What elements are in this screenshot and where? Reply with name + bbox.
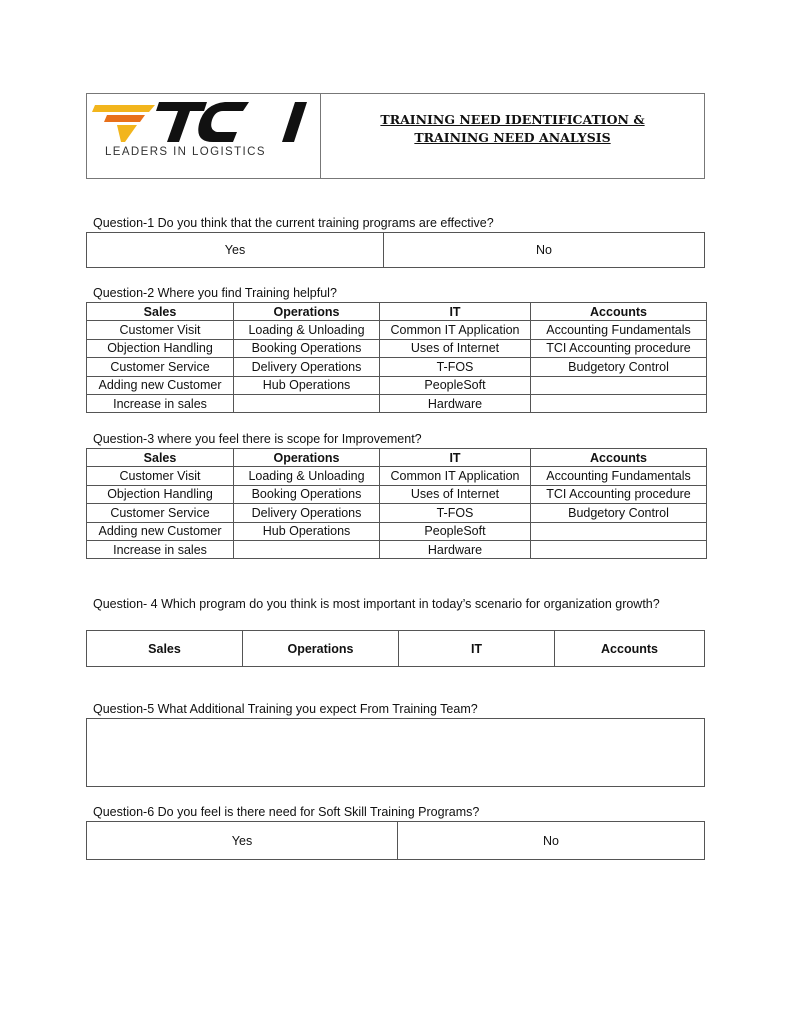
table-row xyxy=(87,376,707,394)
question-5-text: Question-5 What Additional Training you expect From Training Team? xyxy=(93,702,478,716)
table-cell[interactable]: Delivery Operations xyxy=(234,504,380,522)
form-title-line2: TRAINING NEED ANALYSIS xyxy=(414,130,611,145)
q2-header-operations: Operations xyxy=(234,303,380,321)
table-cell[interactable]: PeopleSoft xyxy=(380,522,531,540)
q6-option-yes[interactable]: Yes xyxy=(231,833,253,848)
table-cell[interactable]: Objection Handling xyxy=(87,485,234,503)
question-3-table xyxy=(86,448,707,559)
table-cell[interactable]: T-FOS xyxy=(380,504,531,522)
table-row xyxy=(87,321,707,339)
table-cell[interactable]: TCI Accounting procedure xyxy=(531,485,707,503)
table-cell[interactable]: Uses of Internet xyxy=(380,339,531,357)
table-cell[interactable]: Hub Operations xyxy=(234,522,380,540)
q2-header-it: IT xyxy=(380,303,531,321)
table-cell[interactable]: Adding new Customer xyxy=(87,522,234,540)
q4-option-operations[interactable]: Operations xyxy=(242,631,398,666)
table-row xyxy=(87,394,707,412)
question-6-options xyxy=(86,821,705,860)
table-row xyxy=(87,467,707,485)
q4-option-it[interactable]: IT xyxy=(398,631,554,666)
question-4-text: Question- 4 Which program do you think is most important in today’s scenario for organization growth? xyxy=(93,597,660,611)
form-title-line1: TRAINING NEED IDENTIFICATION & xyxy=(380,112,645,127)
question-4-options xyxy=(86,630,705,667)
q2-header-sales: Sales xyxy=(87,303,234,321)
table-row xyxy=(87,540,707,558)
q3-header-accounts: Accounts xyxy=(531,449,707,467)
q4-option-accounts[interactable]: Accounts xyxy=(554,631,704,666)
table-row xyxy=(87,358,707,376)
table-cell[interactable] xyxy=(234,540,380,558)
table-cell[interactable] xyxy=(531,376,707,394)
table-cell[interactable]: Loading & Unloading xyxy=(234,467,380,485)
table-cell[interactable]: Customer Service xyxy=(87,358,234,376)
table-cell[interactable]: Uses of Internet xyxy=(380,485,531,503)
table-cell[interactable]: Booking Operations xyxy=(234,485,380,503)
logo-cell xyxy=(87,94,321,178)
table-cell[interactable]: Customer Visit xyxy=(87,467,234,485)
table-cell[interactable]: Accounting Fundamentals xyxy=(531,321,707,339)
question-3-text: Question-3 where you feel there is scope for Improvement? xyxy=(93,432,422,446)
logo-tagline: LEADERS IN LOGISTICS xyxy=(105,146,266,158)
q3-header-operations: Operations xyxy=(234,449,380,467)
table-cell[interactable]: T-FOS xyxy=(380,358,531,376)
table-cell[interactable] xyxy=(531,540,707,558)
q5-answer[interactable] xyxy=(87,719,704,786)
table-row xyxy=(87,485,707,503)
table-cell[interactable]: Budgetory Control xyxy=(531,358,707,376)
table-cell[interactable]: Hardware xyxy=(380,394,531,412)
table-cell[interactable]: Customer Visit xyxy=(87,321,234,339)
table-cell[interactable]: TCI Accounting procedure xyxy=(531,339,707,357)
q3-header-sales: Sales xyxy=(87,449,234,467)
tci-logo xyxy=(87,98,320,148)
table-cell[interactable] xyxy=(234,394,380,412)
table-cell[interactable]: Increase in sales xyxy=(87,540,234,558)
q1-option-no[interactable]: No xyxy=(383,233,704,267)
table-cell[interactable]: Hardware xyxy=(380,540,531,558)
table-cell[interactable]: Booking Operations xyxy=(234,339,380,357)
table-cell[interactable]: Delivery Operations xyxy=(234,358,380,376)
table-cell[interactable]: Common IT Application xyxy=(380,321,531,339)
table-cell[interactable] xyxy=(531,394,707,412)
q1-option-yes[interactable]: Yes xyxy=(224,243,246,257)
title-cell xyxy=(321,94,704,178)
table-cell[interactable]: Hub Operations xyxy=(234,376,380,394)
table-row xyxy=(87,339,707,357)
table-cell[interactable]: Increase in sales xyxy=(87,394,234,412)
table-cell[interactable]: Loading & Unloading xyxy=(234,321,380,339)
question-5-answer-box[interactable] xyxy=(86,718,705,787)
table-row xyxy=(87,504,707,522)
q4-option-sales[interactable]: Sales xyxy=(148,641,181,656)
question-2-table xyxy=(86,302,707,413)
form-header xyxy=(86,93,705,179)
q2-header-accounts: Accounts xyxy=(531,303,707,321)
table-cell[interactable]: Customer Service xyxy=(87,504,234,522)
q3-header-it: IT xyxy=(380,449,531,467)
table-row xyxy=(87,522,707,540)
table-cell[interactable]: Common IT Application xyxy=(380,467,531,485)
question-6-text: Question-6 Do you feel is there need for Soft Skill Training Programs? xyxy=(93,805,480,819)
table-cell[interactable]: Objection Handling xyxy=(87,339,234,357)
table-cell[interactable]: Budgetory Control xyxy=(531,504,707,522)
table-cell[interactable]: Accounting Fundamentals xyxy=(531,467,707,485)
question-1-text: Question-1 Do you think that the current training programs are effective? xyxy=(93,216,494,230)
q6-option-no[interactable]: No xyxy=(397,822,704,859)
table-cell[interactable]: PeopleSoft xyxy=(380,376,531,394)
table-cell[interactable]: Adding new Customer xyxy=(87,376,234,394)
table-cell[interactable] xyxy=(531,522,707,540)
question-2-text: Question-2 Where you find Training helpful? xyxy=(93,286,337,300)
question-1-options xyxy=(86,232,705,268)
